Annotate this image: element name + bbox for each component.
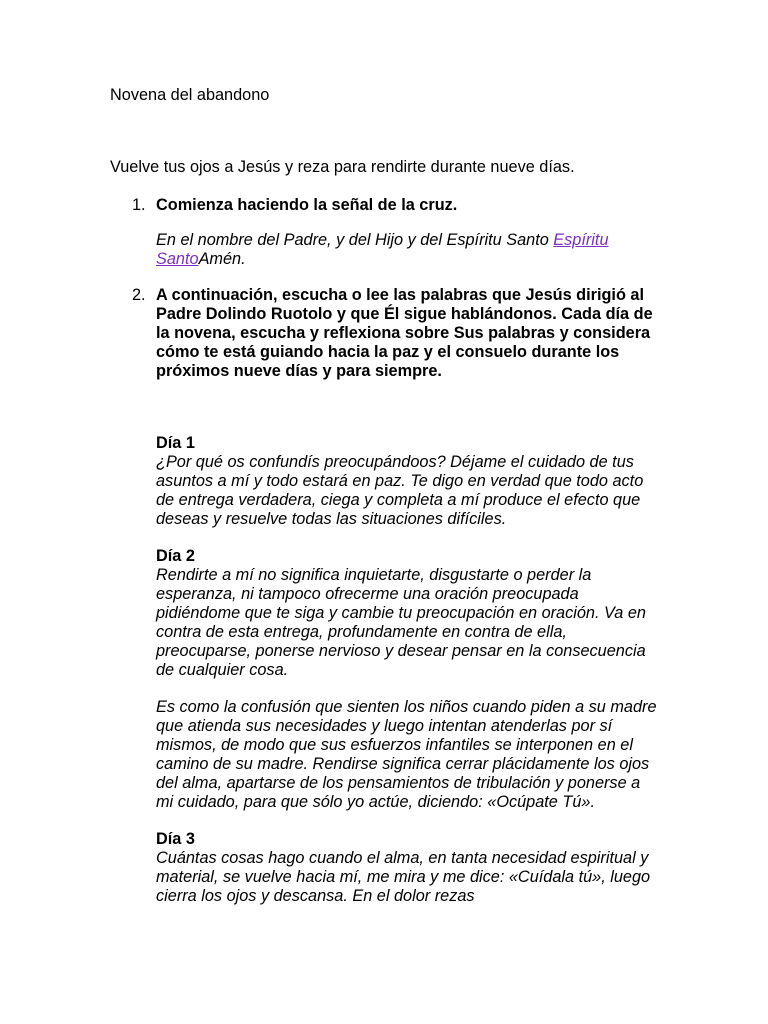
novena-days <box>156 434 661 924</box>
day-paragraph: Rendirte a mí no significa inquietarte, disgustarte o perder la esperanza, ni tampoco ofrecerme una oración preocupada pidiéndome que te siga y cambie tu preocupación en oración. Va en contra de esta entrega, profundamente en contra de ella, preocuparse, ponerse nervioso y desear pensar en la consecuencia de cualquier cosa. <box>156 566 646 679</box>
prayer-text-end: Amén. <box>198 250 246 268</box>
day-paragraph: Es como la confusión que sienten los niños cuando piden a su madre que atienda sus necesidades y luego intentan atenderlas por sí mismos, de modo que sus esfuerzos infantiles se interponen en el camino de su madre. Rendirse significa cerrar plácidamente los ojos del alma, apartarse de los pensamientos de tribulación y ponerse a mi cuidado, para que sólo yo actúe, diciendo: «Ocúpate Tú». <box>156 698 657 811</box>
day-heading: Día 2 <box>156 547 195 565</box>
prayer-text-start: En el nombre del Padre, y del Hijo y del Espíritu Santo <box>156 231 554 249</box>
step-text: A continuación, escucha o lee las palabras que Jesús dirigió al Padre Dolindo Ruotolo y que Él sigue hablándonos. Cada día de la novena, escucha y reflexiona sobre Sus palabras y considera cómo te está guiando hacia la paz y el consuelo durante los próximos nueve días y para siempre. <box>156 286 653 380</box>
step-number: 1. <box>132 196 146 214</box>
list-item-step-1 <box>132 196 661 269</box>
prayer-text <box>156 231 661 269</box>
day-heading: Día 1 <box>156 434 195 452</box>
day-section-3 <box>156 830 661 906</box>
day-section-1 <box>156 434 661 529</box>
espiritu-santo-link[interactable]: Espíritu Santo <box>156 231 609 268</box>
step-text: Comienza haciendo la señal de la cruz. <box>156 196 458 214</box>
day-paragraph: ¿Por qué os confundís preocupándoos? Déjame el cuidado de tus asuntos a mí y todo estará en paz. Te digo en verdad que todo acto de entrega verdadera, ciega y completa a mí produce el efecto que deseas y resuelve todas las situaciones difíciles. <box>156 453 644 528</box>
day-paragraph: Cuántas cosas hago cuando el alma, en tanta necesidad espiritual y material, se vuelve hacia mí, me mira y me dice: «Cuídala tú», luego cierra los ojos y descansa. En el dolor rezas <box>156 849 651 905</box>
document-title: Novena del abandono <box>110 86 270 104</box>
step-number: 2. <box>132 286 146 304</box>
list-item-step-2 <box>132 286 661 381</box>
day-section-2 <box>156 547 661 812</box>
day-heading: Día 3 <box>156 830 195 848</box>
intro-paragraph: Vuelve tus ojos a Jesús y reza para rendirte durante nueve días. <box>110 158 575 176</box>
